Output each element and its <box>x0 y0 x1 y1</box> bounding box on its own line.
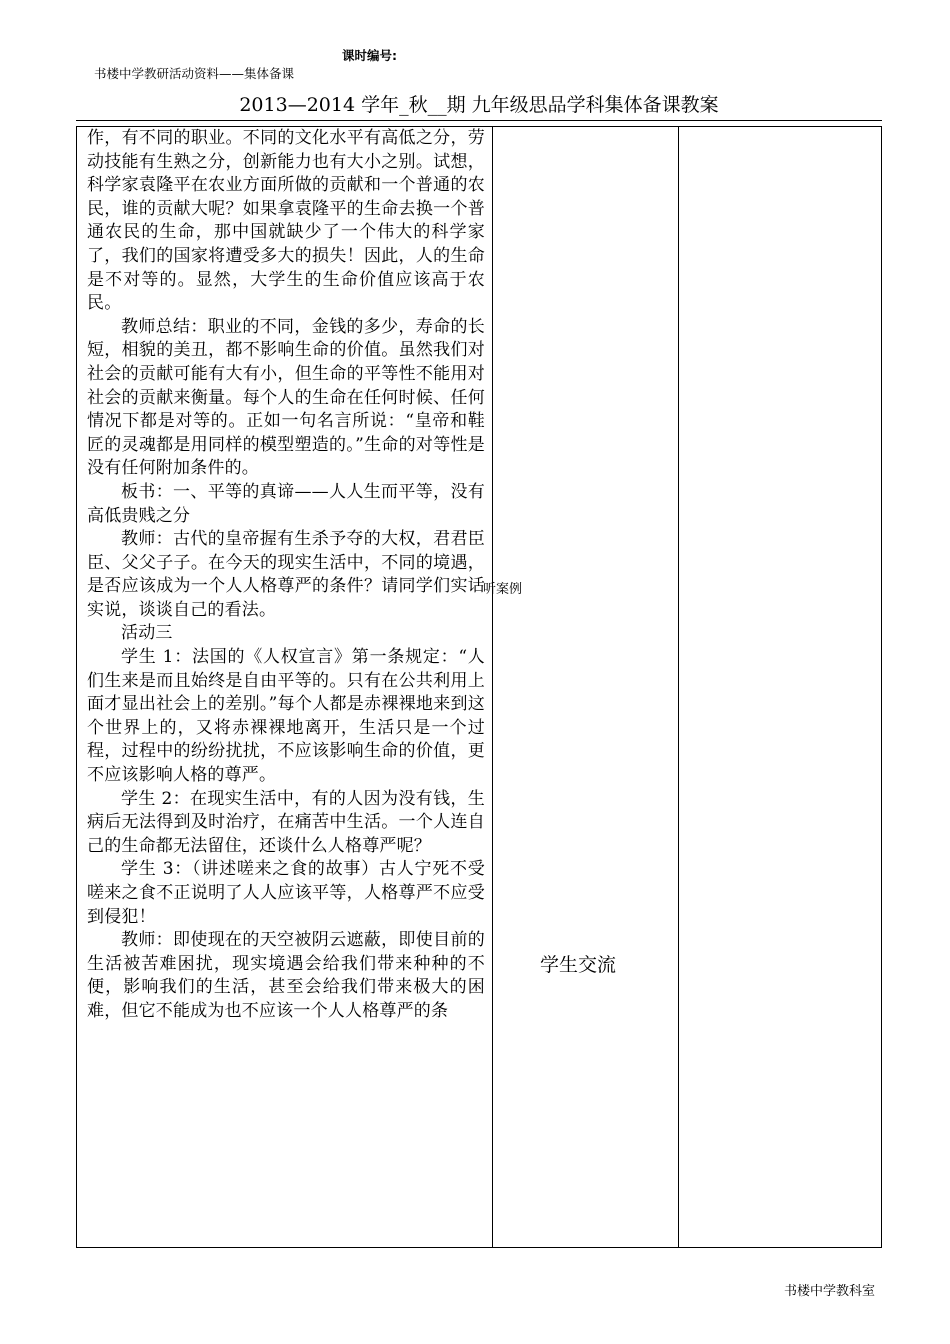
content-paragraph: 教师：古代的皇帝握有生杀予夺的大权，君君臣臣、父父子子。在今天的现实生活中，不同的境遇，是否应该成为一个人人格尊严的条件？请同学们实话实说，谈谈自己的看法。 <box>87 529 485 620</box>
teaching-content-column <box>87 127 485 1024</box>
content-paragraph: 学生 1：法国的《人权宣言》第一条规定：“人们生来是而且始终是自由平等的。只有在公共利用上面才显出社会上的差别。”每个人都是赤裸裸地来到这个世界上的，又将赤裸裸地离开，生活只是一个过程，过程中的纷纷扰扰，不应该影响生命的价值，更不应该影响人格的尊严。 <box>87 647 485 786</box>
lesson-number-label: 课时编号: <box>342 48 397 63</box>
title-underline <box>76 120 882 121</box>
school-activity-header: 书楼中学教研活动资料——集体备课 <box>94 66 295 81</box>
content-paragraph: 活动三 <box>121 623 173 644</box>
column-divider-2 <box>678 127 679 1247</box>
document-title: 2013—2014 学年_秋__期 九年级思品学科集体备课教案 <box>239 94 719 116</box>
content-paragraph: 作，有不同的职业。不同的文化水平有高低之分，劳动技能有生熟之分，创新能力也有大小之别。试想，科学家袁隆平在农业方面所做的贡献和一个普通的农民，谁的贡献大呢？如果拿袁隆平的生命去换一个普通农民的生命，那中国就缺少了一个伟大的科学家了，我们的国家将遭受多大的损失！因此，人的生命是不对等的。显然，大学生的生命价值应该高于农民。 <box>87 128 485 314</box>
content-paragraph: 教师：即使现在的天空被阴云遮蔽，即使目前的生活被苦难困扰，现实境遇会给我们带来种种的不便，影响我们的生活，甚至会给我们带来极大的困难，但它不能成为也不应该一个人人格尊严的条 <box>87 930 485 1021</box>
student-activity-exchange: 学生交流 <box>540 954 617 976</box>
footer-office: 书楼中学教科室 <box>784 1284 876 1299</box>
lesson-plan-table <box>76 126 882 1248</box>
content-paragraph: 学生 2：在现实生活中，有的人因为没有钱，生病后无法得到及时治疗，在痛苦中生活。一个人连自己的生命都无法留住，还谈什么人格尊严呢？ <box>87 788 485 856</box>
content-paragraph: 板书：一、平等的真谛——人人生而平等，没有高低贵贱之分 <box>87 481 485 526</box>
content-paragraph: 教师总结：职业的不同，金钱的多少，寿命的长短，相貌的美丑，都不影响生命的价值。虽然我们对社会的贡献可能有大有小，但生命的平等性不能用对社会的贡献来衡量。每个人的生命在任何时候、任何情况下都是对等的。正如一句名言所说：“皇帝和鞋匠的灵魂都是用同样的模型塑造的。”生命的对等性是没有任何附加条件的。 <box>87 316 485 479</box>
content-paragraph: 学生 3：（讲述嗟来之食的故事）古人宁死不受嗟来之食不正说明了人人应该平等，人格尊严不应受到侵犯！ <box>87 859 485 927</box>
column-divider-1 <box>492 127 493 1247</box>
student-activity-listen-case: 听案例 <box>483 582 523 597</box>
